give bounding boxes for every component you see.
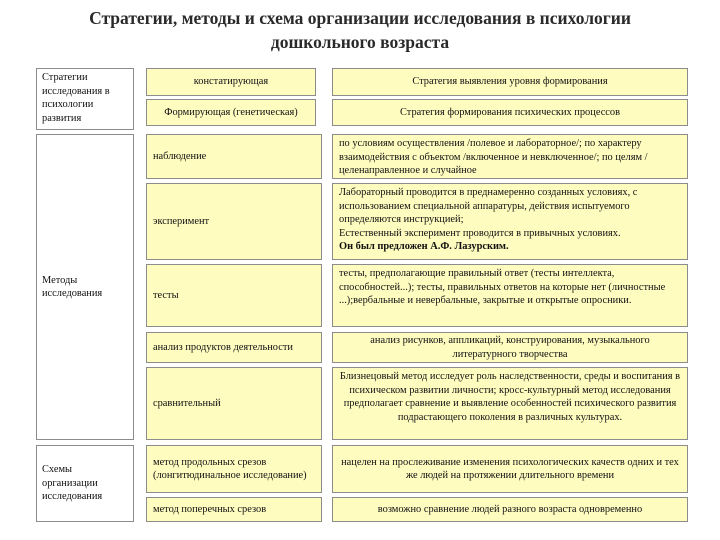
methods-label: Методы исследования [36, 134, 134, 440]
method-observation-desc: по условиям осуществления /полевое и лабораторное/; по характеру взаимодействия с объектом /включенное и невключенное/; по целям /целенаправленное и случайное [332, 134, 688, 179]
scheme-longitudinal-desc: нацелен на прослеживание изменения психологических качеств одних и тех же людей на протяжении длительного времени [332, 445, 688, 493]
scheme-longitudinal: метод продольных срезов (лонгитюдинальное исследование) [146, 445, 322, 493]
constat-strategy-desc: Стратегия выявления уровня формирования [332, 68, 688, 96]
method-experiment-desc: Лабораторный проводится в преднамеренно созданных условиях, с использованием специальной аппаратуры, действия испытуемого определяются инструкцией; Естественный эксперимент проводится в привычных условиях. Он был предложен А.Ф. Лазурским. [332, 183, 688, 260]
method-comparative: сравнительный [146, 367, 322, 440]
scheme-cross-desc: возможно сравнение людей разного возраста одновременно [332, 497, 688, 522]
constat-strategy: констатирующая [146, 68, 316, 96]
method-experiment: эксперимент [146, 183, 322, 260]
method-products: анализ продуктов деятельности [146, 332, 322, 363]
method-observation: наблюдение [146, 134, 322, 179]
method-tests: тесты [146, 264, 322, 327]
method-products-desc: анализ рисунков, аппликаций, конструирования, музыкального литературного творчества [332, 332, 688, 363]
form-strategy-desc: Стратегия формирования психических процессов [332, 99, 688, 126]
strategies-label: Стратегии исследования в психологии развития [36, 68, 134, 130]
form-strategy: Формирующая (генетическая) [146, 99, 316, 126]
method-tests-desc: тесты, предполагающие правильный ответ (тесты интеллекта, способностей...); тесты, правильных ответов на которые нет (личностные ...);вербальные и невербальные, закрытые и открытые опросники. [332, 264, 688, 327]
method-comparative-desc: Близнецовый метод исследует роль наследственности, среды и воспитания в психическом развитии личности; кросс-культурный метод исследования предполагает сравнение и выявление особенностей психического развития подрастающего поколения в различных культурах. [332, 367, 688, 440]
schemes-label: Схемы организации исследования [36, 445, 134, 522]
scheme-cross: метод поперечных срезов [146, 497, 322, 522]
page-title: Стратегии, методы и схема организации исследования в психологии дошкольного возраста [89, 8, 631, 52]
